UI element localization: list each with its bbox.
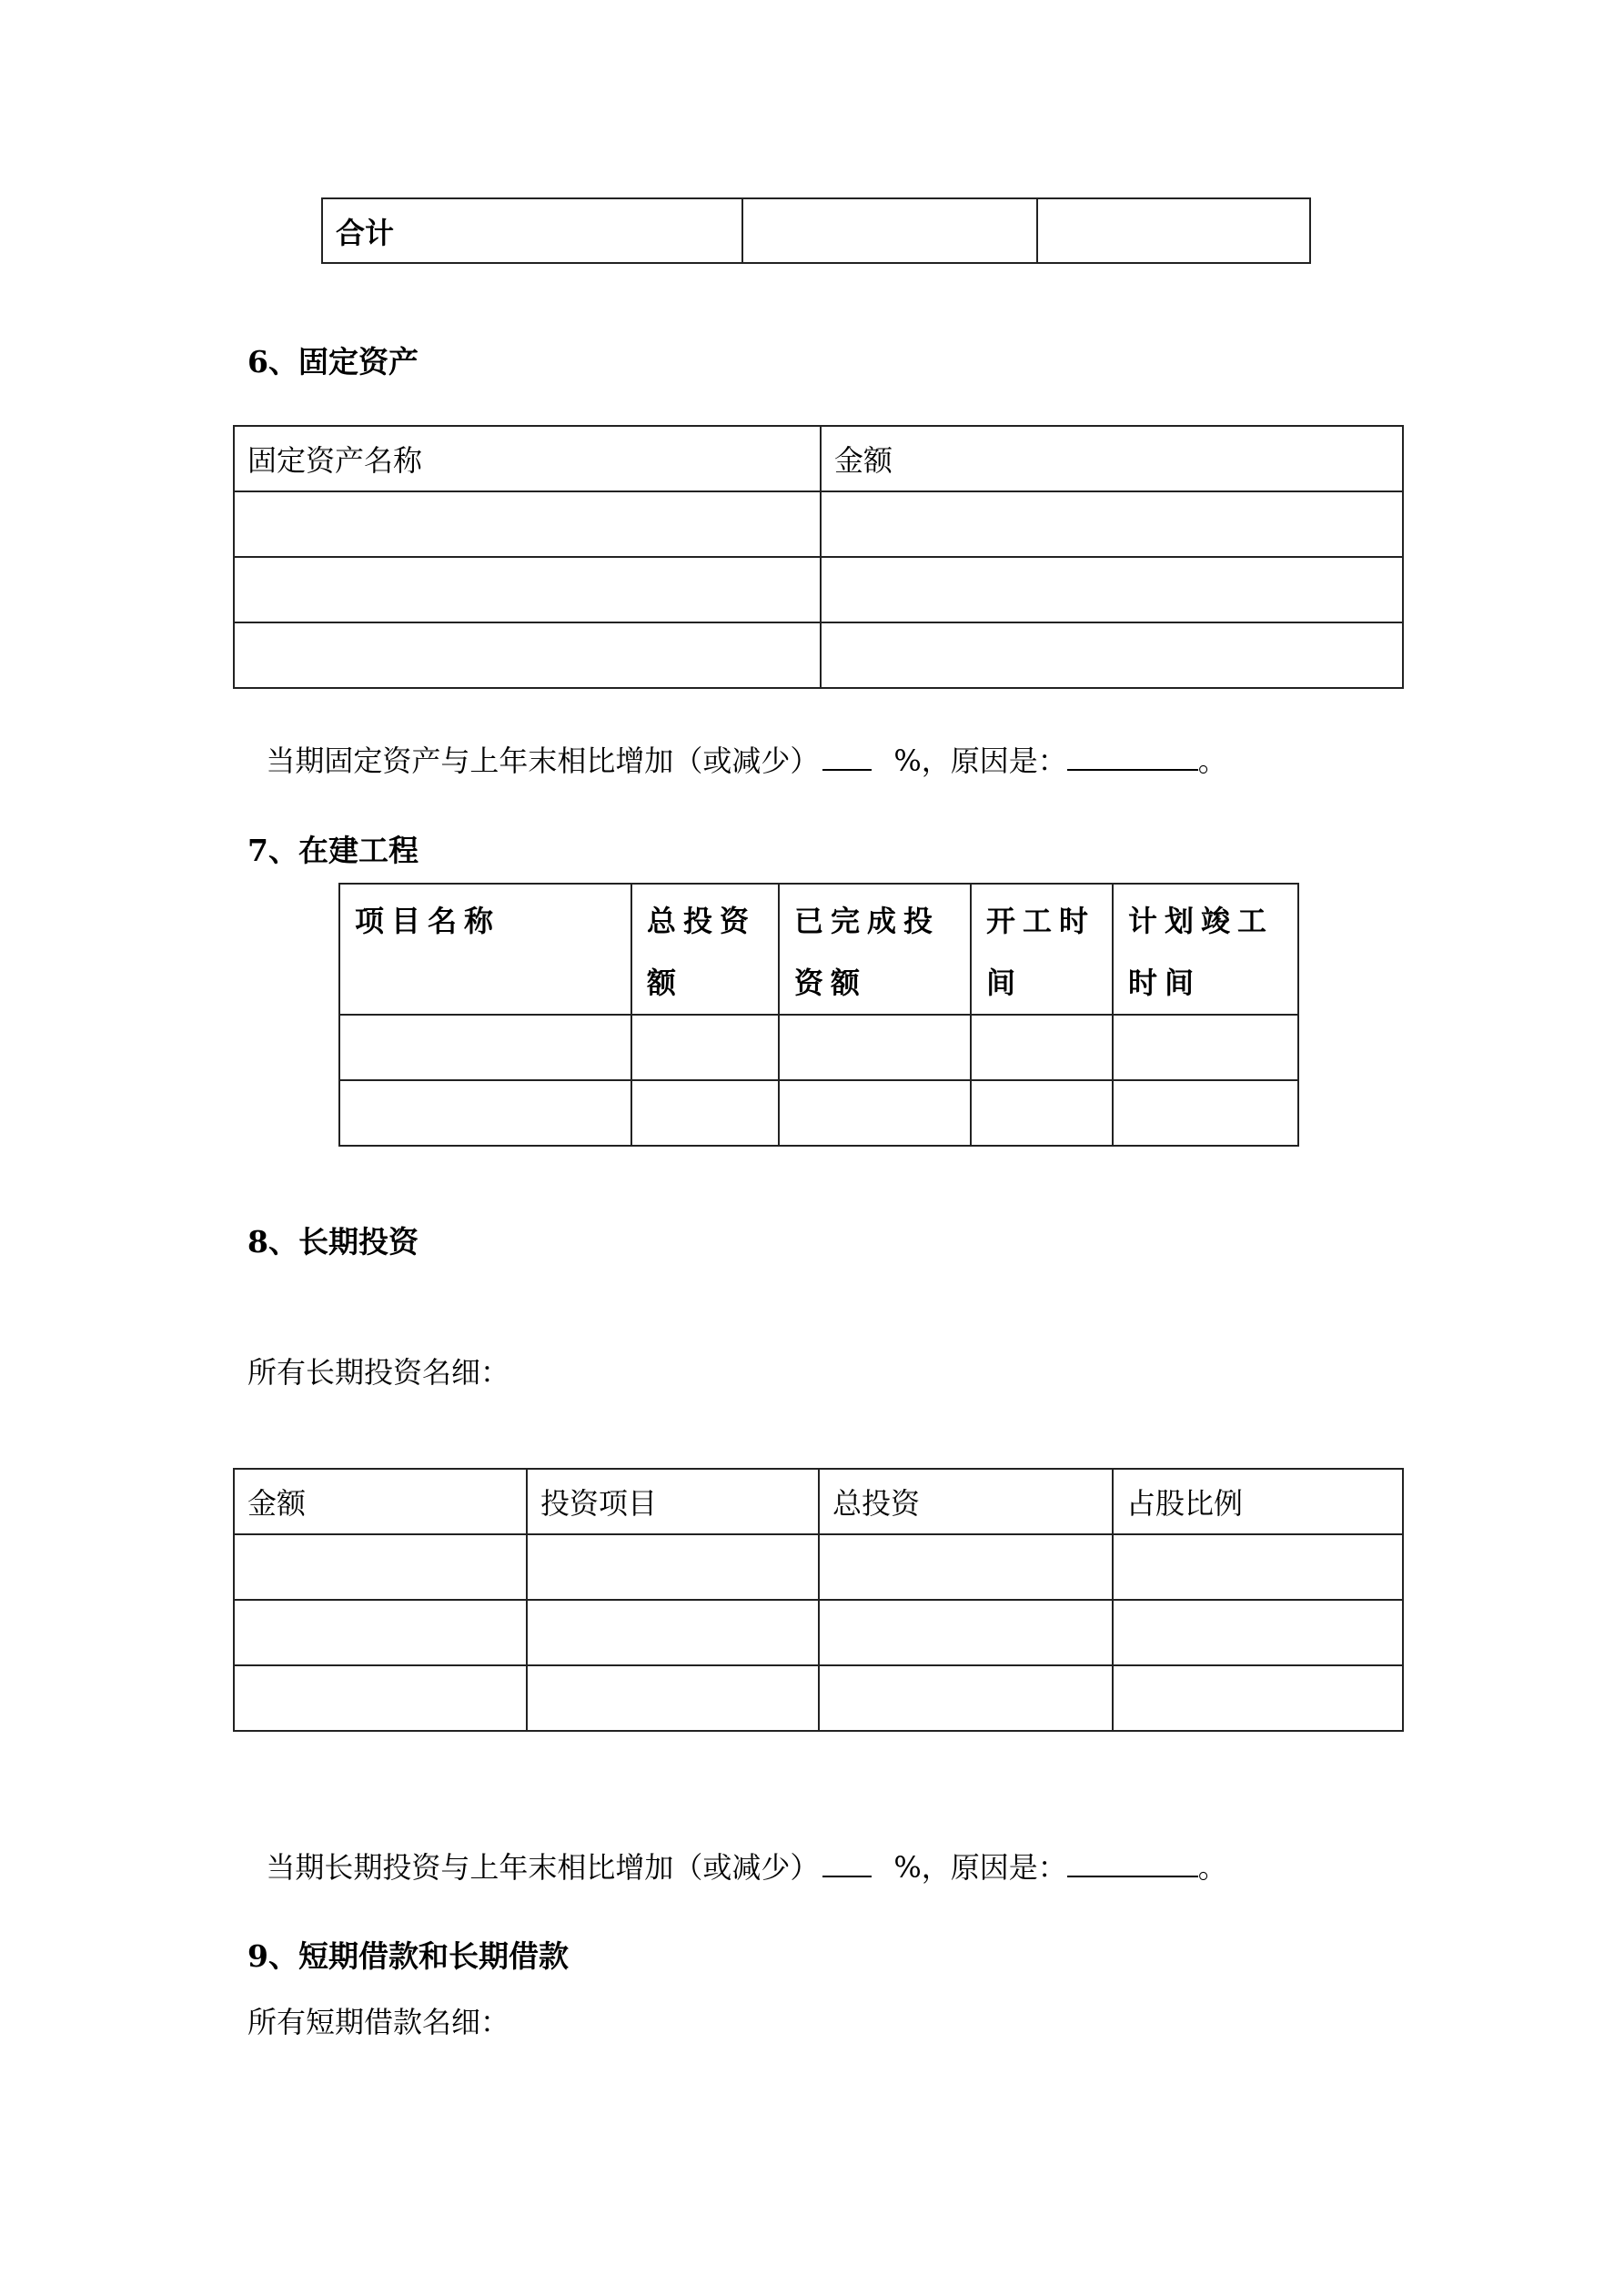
- table-cell[interactable]: [821, 491, 1403, 557]
- header-cell: 金额: [821, 426, 1403, 491]
- table-cell[interactable]: [339, 1080, 631, 1146]
- header-cell: 开工时间: [971, 884, 1113, 1015]
- percent-blank[interactable]: [822, 742, 872, 771]
- section-9-heading: 9、短期借款和长期借款: [247, 1938, 569, 1974]
- header-cell: 项目名称: [339, 884, 631, 1015]
- table-cell[interactable]: [971, 1015, 1113, 1080]
- table-row: [234, 557, 1403, 622]
- percent-blank[interactable]: [822, 1848, 872, 1877]
- total-table: [321, 197, 1311, 264]
- table-row: [234, 622, 1403, 688]
- long-term-investment-intro: 所有长期投资名细：: [247, 1355, 510, 1390]
- table-cell[interactable]: [1113, 1600, 1403, 1665]
- total-label: 合计: [322, 198, 742, 263]
- table-cell[interactable]: [527, 1534, 819, 1600]
- table-row: [234, 1600, 1403, 1665]
- table-header-row: [339, 884, 1298, 1015]
- table-cell[interactable]: [234, 1600, 527, 1665]
- total-cell[interactable]: [742, 198, 1037, 263]
- table-cell[interactable]: [234, 622, 821, 688]
- table-cell[interactable]: [234, 491, 821, 557]
- note-suffix: 。: [1197, 743, 1227, 778]
- table-cell[interactable]: [527, 1600, 819, 1665]
- table-cell[interactable]: [779, 1015, 971, 1080]
- table-row: [339, 1080, 1298, 1146]
- table-cell[interactable]: [821, 557, 1403, 622]
- table-cell[interactable]: [821, 622, 1403, 688]
- table-cell[interactable]: [819, 1600, 1113, 1665]
- table-header-row: [234, 1469, 1403, 1534]
- table-row: [234, 1534, 1403, 1600]
- section-8-heading: 8、长期投资: [247, 1224, 419, 1259]
- header-cell: 固定资产名称: [234, 426, 821, 491]
- table-cell[interactable]: [1113, 1534, 1403, 1600]
- table-cell[interactable]: [819, 1665, 1113, 1731]
- fixed-assets-table: [233, 425, 1404, 689]
- note-suffix: 。: [1197, 1850, 1227, 1885]
- construction-table: [338, 883, 1299, 1147]
- table-row: [322, 198, 1310, 263]
- reason-blank[interactable]: [1067, 742, 1198, 771]
- header-cell: 已完成投资额: [779, 884, 971, 1015]
- table-cell[interactable]: [1113, 1015, 1298, 1080]
- table-cell[interactable]: [971, 1080, 1113, 1146]
- table-cell[interactable]: [1113, 1665, 1403, 1731]
- section-6-heading: 6、固定资产: [247, 344, 419, 379]
- long-term-investment-note: [247, 1812, 1227, 1886]
- header-cell: 计划竣工时间: [1113, 884, 1298, 1015]
- table-cell[interactable]: [234, 1534, 527, 1600]
- table-row: [234, 491, 1403, 557]
- section-7-heading: 7、在建工程: [247, 833, 419, 868]
- table-row: [234, 1665, 1403, 1731]
- table-cell[interactable]: [631, 1015, 779, 1080]
- table-cell[interactable]: [1113, 1080, 1298, 1146]
- table-cell[interactable]: [779, 1080, 971, 1146]
- total-cell[interactable]: [1037, 198, 1310, 263]
- header-cell: 占股比例: [1113, 1469, 1403, 1534]
- table-cell[interactable]: [631, 1080, 779, 1146]
- fixed-assets-note: [247, 705, 1227, 779]
- table-row: [339, 1015, 1298, 1080]
- header-cell: 总投资: [819, 1469, 1113, 1534]
- note-middle: %，原因是：: [893, 1850, 1067, 1885]
- note-middle: %，原因是：: [893, 743, 1067, 778]
- table-header-row: [234, 426, 1403, 491]
- note-prefix: 当期固定资产与上年末相比增加（或减少）: [266, 743, 820, 778]
- short-term-loan-intro: 所有短期借款名细：: [247, 2005, 510, 2039]
- table-cell[interactable]: [527, 1665, 819, 1731]
- reason-blank[interactable]: [1067, 1848, 1198, 1877]
- header-cell: 金额: [234, 1469, 527, 1534]
- header-cell: 投资项目: [527, 1469, 819, 1534]
- table-cell[interactable]: [234, 1665, 527, 1731]
- table-cell[interactable]: [234, 557, 821, 622]
- table-cell[interactable]: [819, 1534, 1113, 1600]
- note-prefix: 当期长期投资与上年末相比增加（或减少）: [266, 1850, 820, 1885]
- header-cell: 总投资额: [631, 884, 779, 1015]
- table-cell[interactable]: [339, 1015, 631, 1080]
- long-term-investment-table: [233, 1468, 1404, 1732]
